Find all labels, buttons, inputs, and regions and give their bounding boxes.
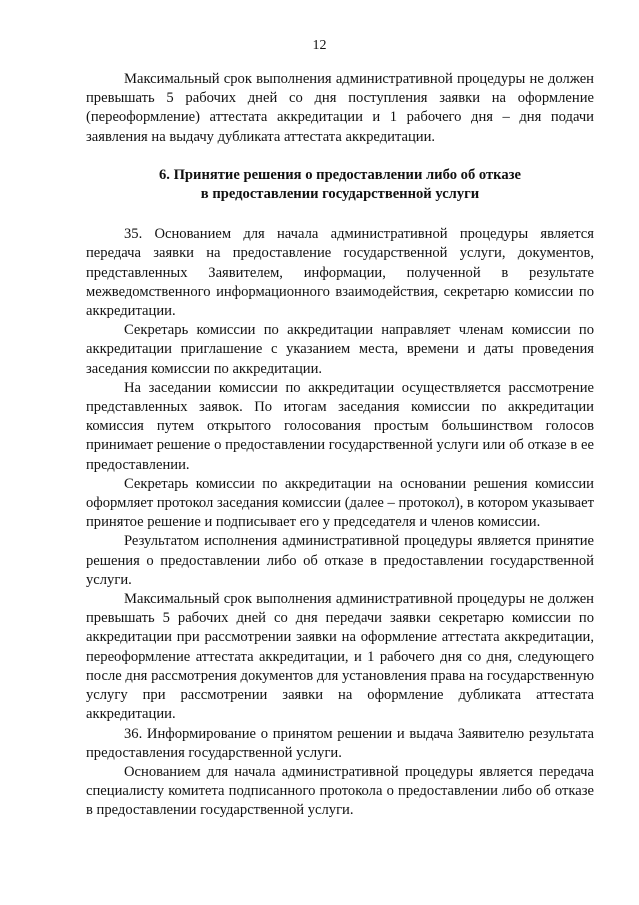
page-number: 12 xyxy=(312,38,327,53)
paragraph-commission-meeting: На заседании комиссии по аккредитации осуществляется рассмотрение представленных заявок. По итогам заседания комиссии по аккредитации комиссия путем открытого голосования простым большинством голосов принимает решение о предоставлении государственной услуги или об отказе в ее предоставлении. xyxy=(86,379,594,473)
paragraph-36-informing: 36. Информирование о принятом решении и выдача Заявителю результата предоставления государственной услуги. xyxy=(86,725,594,761)
paragraph-35-basis: 35. Основанием для начала административной процедуры является передача заявки на предоставление государственной услуги, документов, представленных Заявителем, информации, полученной в результате межведомственного информационного взаимодействия, секретарю комиссии по аккредитации. xyxy=(86,226,594,320)
section-heading-line-1: 6. Принятие решения о предоставлении либо об отказе xyxy=(158,166,521,183)
paragraph-result: Результатом исполнения административной процедуры является принятие решения о предоставлении либо об отказе в предоставлении государственной услуги. xyxy=(86,533,594,588)
section-heading xyxy=(86,166,594,204)
paragraph-basis-transfer: Основанием для начала административной процедуры является передача специалисту комитета подписанного протокола о предоставлении либо об отказе в предоставлении государственной услуги. xyxy=(86,763,594,819)
paragraph-max-term-intro: Максимальный срок выполнения административной процедуры не должен превышать 5 рабочих дней со дня поступления заявки на оформление (переоформление) аттестата аккредитации и 1 рабочего дня – дня подачи заявления на выдачу дубликата аттестата аккредитации. xyxy=(86,71,594,145)
section-heading-line-2: в предоставлении государственной услуги xyxy=(200,186,480,203)
document-body xyxy=(86,70,594,821)
paragraph-max-term: Максимальный срок выполнения административной процедуры не должен превышать 5 рабочих дней со дня передачи заявки секретарю комиссии по аккредитации при рассмотрении заявки на оформление аттестата аккредитации, переоформление аттестата аккредитации, и 1 рабочего дня со дня, следующего после дня рассмотрения документов для установления права на государственную услугу при рассмотрении заявки на оформление дубликата аттестата аккредитации. xyxy=(86,591,594,723)
paragraph-protocol: Секретарь комиссии по аккредитации на основании решения комиссии оформляет протокол заседания комиссии (далее – протокол), в котором указывает принятое решение и подписывает его у председателя и членов комиссии. xyxy=(86,475,594,531)
paragraph-secretary-invitation: Секретарь комиссии по аккредитации направляет членам комиссии по аккредитации приглашение с указанием места, времени и даты проведения заседания комиссии по аккредитации. xyxy=(86,322,594,377)
